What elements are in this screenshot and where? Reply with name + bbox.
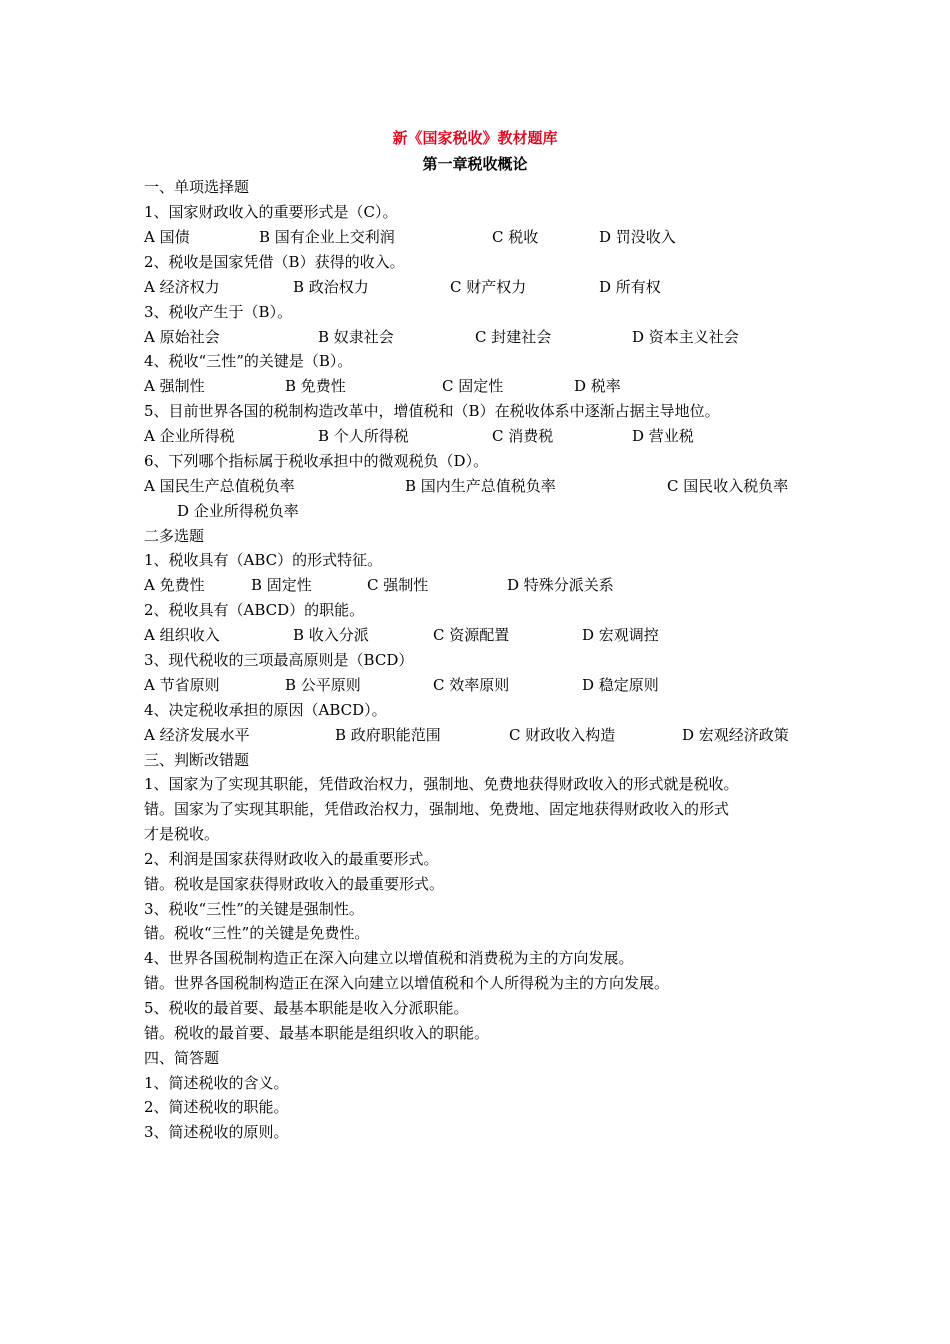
question-1-2: 2、税收是国家凭借（B）获得的收入。 xyxy=(144,253,405,271)
question-1-5: 5、目前世界各国的税制构造改革中，增值税和（B）在税收体系中逐渐占据主导地位。 xyxy=(144,402,720,420)
option-b: B 固定性 xyxy=(251,576,312,594)
question-1-1: 1、国家财政收入的重要形式是（C）。 xyxy=(144,203,398,221)
option-a: A 国债 xyxy=(144,228,190,246)
question-2-2: 2、税收具有（ABCD）的职能。 xyxy=(144,601,365,619)
question-3-4: 4、世界各国税制构造正在深入向建立以增值税和消费税为主的方向发展。 xyxy=(144,949,634,967)
option-a: A 经济权力 xyxy=(144,278,220,296)
question-2-1: 1、税收具有（ABC）的形式特征。 xyxy=(144,551,383,569)
section-heading-true-false: 三、判断改错题 xyxy=(144,751,250,769)
option-d: D 宏观调控 xyxy=(582,626,659,644)
option-b: B 国有企业上交利润 xyxy=(259,228,395,246)
option-a: A 节省原则 xyxy=(144,676,220,694)
question-2-3: 3、现代税收的三项最高原则是（BCD） xyxy=(144,651,414,669)
question-1-4: 4、税收“三性”的关键是（B）。 xyxy=(144,352,353,370)
question-4-2: 2、简述税收的职能。 xyxy=(144,1098,289,1116)
answer-3-1-line2: 才是税收。 xyxy=(144,825,220,843)
answer-3-4: 错。世界各国税制构造正在深入向建立以增值税和个人所得税为主的方向发展。 xyxy=(144,974,670,992)
answer-3-1-line1: 错。国家为了实现其职能，凭借政治权力，强制地、免费地、固定地获得财政收入的形式 xyxy=(144,800,730,818)
option-b: B 奴隶社会 xyxy=(318,328,394,346)
option-a: A 强制性 xyxy=(144,377,205,395)
question-2-4: 4、决定税收承担的原因（ABCD）。 xyxy=(144,701,387,719)
question-1-6: 6、下列哪个指标属于税收承担中的微观税负（D）。 xyxy=(144,452,489,470)
option-c: C 封建社会 xyxy=(475,328,552,346)
option-c: C 效率原则 xyxy=(433,676,510,694)
question-1-3: 3、税收产生于（B）。 xyxy=(144,303,293,321)
option-b: B 公平原则 xyxy=(285,676,361,694)
option-b: B 收入分派 xyxy=(293,626,369,644)
option-d: D 税率 xyxy=(574,377,621,395)
answer-3-2: 错。税收是国家获得财政收入的最重要形式。 xyxy=(144,875,445,893)
question-4-1: 1、简述税收的含义。 xyxy=(144,1074,289,1092)
option-a: A 企业所得税 xyxy=(144,427,235,445)
option-b: B 国内生产总值税负率 xyxy=(405,477,556,495)
option-b: B 政治权力 xyxy=(293,278,369,296)
question-3-2: 2、利润是国家获得财政收入的最重要形式。 xyxy=(144,850,439,868)
option-a: A 组织收入 xyxy=(144,626,220,644)
question-3-3: 3、税收“三性”的关键是强制性。 xyxy=(144,900,364,918)
option-a: A 原始社会 xyxy=(144,328,220,346)
option-d: D 营业税 xyxy=(632,427,694,445)
option-c: C 国民收入税负率 xyxy=(667,477,789,495)
option-a: A 经济发展水平 xyxy=(144,726,250,744)
question-3-1: 1、国家为了实现其职能，凭借政治权力，强制地、免费地获得财政收入的形式就是税收。 xyxy=(144,775,739,793)
option-d: D 企业所得税负率 xyxy=(177,502,299,520)
answer-3-5: 错。税收的最首要、最基本职能是组织收入的职能。 xyxy=(144,1024,490,1042)
option-d: D 宏观经济政策 xyxy=(682,726,789,744)
answer-3-3: 错。税收“三性”的关键是免费性。 xyxy=(144,924,370,942)
option-c: C 资源配置 xyxy=(433,626,510,644)
section-heading-single-choice: 一、单项选择题 xyxy=(144,178,250,196)
chapter-title: 第一章税收概论 xyxy=(422,155,528,173)
option-c: C 财产权力 xyxy=(450,278,527,296)
option-c: C 税收 xyxy=(492,228,539,246)
question-4-3: 3、简述税收的原则。 xyxy=(144,1123,289,1141)
section-heading-multiple-choice: 二多选题 xyxy=(144,527,205,545)
option-c: C 财政收入构造 xyxy=(509,726,616,744)
option-c: C 固定性 xyxy=(442,377,504,395)
option-a: A 国民生产总值税负率 xyxy=(144,477,295,495)
document-title: 新《国家税收》教材题库 xyxy=(392,129,558,147)
option-d: D 稳定原则 xyxy=(582,676,659,694)
option-d: D 罚没收入 xyxy=(599,228,676,246)
option-d: D 特殊分派关系 xyxy=(507,576,614,594)
option-a: A 免费性 xyxy=(144,576,205,594)
section-heading-short-answer: 四、简答题 xyxy=(144,1049,220,1067)
option-c: C 强制性 xyxy=(367,576,429,594)
option-c: C 消费税 xyxy=(492,427,554,445)
option-d: D 所有权 xyxy=(599,278,661,296)
question-3-5: 5、税收的最首要、最基本职能是收入分派职能。 xyxy=(144,999,469,1017)
option-b: B 政府职能范围 xyxy=(335,726,441,744)
option-d: D 资本主义社会 xyxy=(632,328,739,346)
option-b: B 免费性 xyxy=(285,377,346,395)
option-b: B 个人所得税 xyxy=(318,427,409,445)
